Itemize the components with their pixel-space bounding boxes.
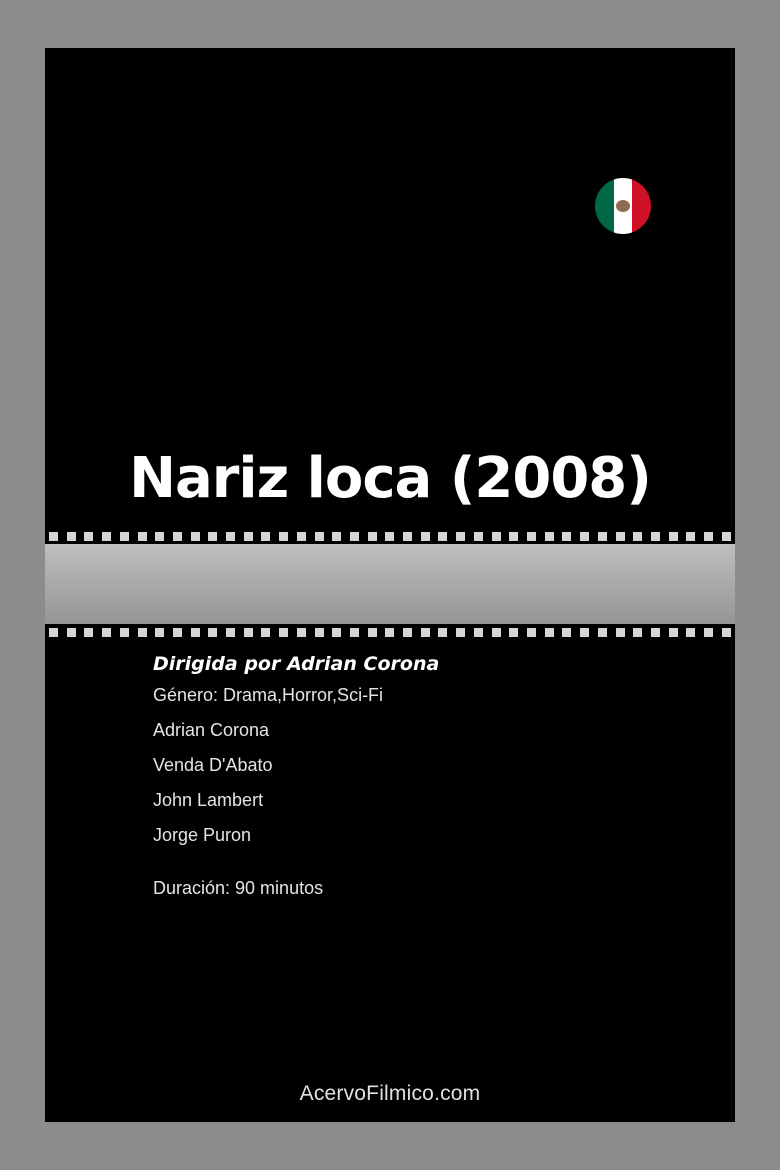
filmstrip-perforation [208, 628, 217, 637]
filmstrip-perforation [138, 628, 147, 637]
cast-member: John Lambert [153, 790, 264, 810]
flag-stripe-red [632, 178, 651, 234]
filmstrip-perforation [456, 532, 465, 541]
filmstrip-perforation [598, 628, 607, 637]
filmstrip-perforation [545, 532, 554, 541]
filmstrip-perforation [474, 628, 483, 637]
filmstrip-perforation [368, 532, 377, 541]
filmstrip-perforation [438, 628, 447, 637]
filmstrip-perforation [67, 628, 76, 637]
mexico-flag-icon [595, 178, 651, 234]
filmstrip-perforation [633, 628, 642, 637]
filmstrip-perforation [368, 628, 377, 637]
filmstrip-perforation [385, 628, 394, 637]
cast-member: Venda D'Abato [153, 755, 273, 775]
filmstrip-perforation [580, 532, 589, 541]
filmstrip-perforation [191, 532, 200, 541]
filmstrip-perforation [403, 628, 412, 637]
flag-stripe-green [595, 178, 614, 234]
filmstrip-perforation [562, 532, 571, 541]
filmstrip-perforation [155, 628, 164, 637]
filmstrip-perforation [545, 628, 554, 637]
filmstrip-perforation [244, 532, 253, 541]
cast-list [153, 720, 673, 846]
filmstrip-perforation [492, 628, 501, 637]
filmstrip-perforation [474, 532, 483, 541]
filmstrip-perforation [669, 628, 678, 637]
filmstrip-perforation [509, 628, 518, 637]
filmstrip-perforation [297, 532, 306, 541]
cast-member: Adrian Corona [153, 720, 270, 740]
filmstrip-perforation [173, 628, 182, 637]
filmstrip-divider [45, 528, 735, 640]
filmstrip-perforation [722, 532, 731, 541]
filmstrip-perforation [332, 532, 341, 541]
filmstrip-perforation [580, 628, 589, 637]
filmstrip-perforation [722, 628, 731, 637]
filmstrip-perforation [84, 532, 93, 541]
filmstrip-perforation [616, 532, 625, 541]
filmstrip-perforation [67, 532, 76, 541]
filmstrip-perforation [49, 532, 58, 541]
flag-emblem-icon [616, 200, 630, 212]
filmstrip-perforation [350, 628, 359, 637]
filmstrip-perforation [527, 532, 536, 541]
filmstrip-perforation [332, 628, 341, 637]
filmstrip-perforation [226, 532, 235, 541]
filmstrip-perforation [120, 532, 129, 541]
filmstrip-perforation [155, 532, 164, 541]
filmstrip-perforations-bottom [45, 624, 735, 640]
page-title: Nariz loca (2008) [129, 446, 651, 511]
filmstrip-perforation [315, 628, 324, 637]
filmstrip-perforation [704, 532, 713, 541]
filmstrip-perforation [102, 532, 111, 541]
director-line: Dirigida por Adrian Corona [153, 653, 440, 675]
filmstrip-perforation [173, 532, 182, 541]
filmstrip-perforation [315, 532, 324, 541]
duration-line: Duración: 90 minutos [153, 878, 324, 898]
filmstrip-perforation [651, 628, 660, 637]
filmstrip-perforation [84, 628, 93, 637]
filmstrip-perforation [350, 532, 359, 541]
filmstrip-perforation [191, 628, 200, 637]
filmstrip-perforation [598, 532, 607, 541]
site-credit: AcervoFilmico.com [299, 1082, 481, 1105]
filmstrip-perforations-top [45, 528, 735, 544]
filmstrip-perforation [261, 628, 270, 637]
filmstrip-perforation [261, 532, 270, 541]
filmstrip-perforation [138, 532, 147, 541]
filmstrip-perforation [102, 628, 111, 637]
filmstrip-perforation [279, 532, 288, 541]
filmstrip-perforation [49, 628, 58, 637]
filmstrip-perforation [120, 628, 129, 637]
movie-poster [45, 48, 735, 1122]
filmstrip-perforation [686, 532, 695, 541]
filmstrip-perforation [403, 532, 412, 541]
cast-member: Jorge Puron [153, 825, 252, 845]
filmstrip-perforation [385, 532, 394, 541]
credits-block [153, 653, 673, 899]
filmstrip-perforation [669, 532, 678, 541]
filmstrip-perforation [704, 628, 713, 637]
filmstrip-perforation [244, 628, 253, 637]
filmstrip-perforation [492, 532, 501, 541]
filmstrip-perforation [421, 532, 430, 541]
filmstrip-perforation [651, 532, 660, 541]
filmstrip-perforation [509, 532, 518, 541]
filmstrip-perforation [616, 628, 625, 637]
filmstrip-perforation [562, 628, 571, 637]
filmstrip-perforation [456, 628, 465, 637]
filmstrip-perforation [226, 628, 235, 637]
filmstrip-perforation [279, 628, 288, 637]
filmstrip-perforation [686, 628, 695, 637]
filmstrip-perforation [297, 628, 306, 637]
filmstrip-perforation [633, 532, 642, 541]
filmstrip-perforation [208, 532, 217, 541]
filmstrip-perforation [527, 628, 536, 637]
filmstrip-perforation [438, 532, 447, 541]
filmstrip-perforation [421, 628, 430, 637]
genre-line: Género: Drama,Horror,Sci-Fi [153, 685, 384, 705]
